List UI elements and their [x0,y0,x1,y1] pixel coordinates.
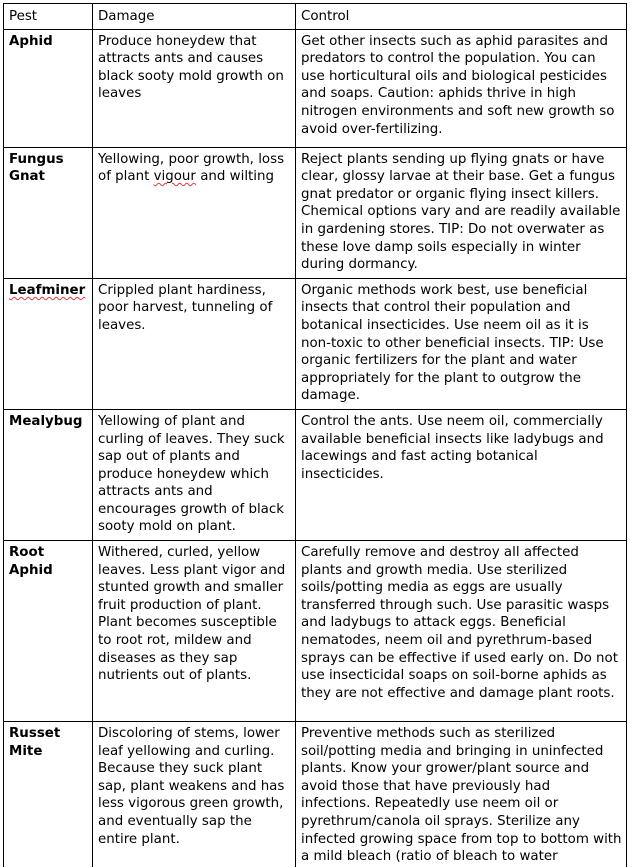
damage-cell: Withered, curled, yellow leaves. Less plant vigor and stunted growth and smaller fruit production of plant. Plant becomes susceptible to root rot, mildew and diseases as they sap nutrients out of plants. [93,541,296,722]
damage-cell: Crippled plant hardiness, poor harvest, tunneling of leaves. [93,278,296,409]
table-row [4,722,627,867]
table-row [4,541,627,722]
damage-text: and wilting [195,169,274,185]
pest-control-table [3,3,627,867]
table-row [4,29,627,147]
pest-name: Root Aphid [4,541,93,722]
control-cell: Carefully remove and destroy all affected plants and growth media. Use sterilized soils/potting media as eggs are usually transferred through such. Use parasitic wasps and ladybugs to attack eggs. Beneficial nematodes, neem oil and pyrethrum-based sprays can be effective if used early on. Do not use insecticidal soaps on soil-borne aphids as they are not effective and damage plant roots. [296,541,627,722]
table-row [4,278,627,409]
header-control: Control [296,4,627,30]
pest-name: Mealybug [4,409,93,540]
spellcheck-flagged-word: vigour [153,169,196,185]
pest-name: Aphid [4,29,93,147]
damage-cell: Discoloring of stems, lower leaf yellowing and curling. Because they suck plant sap, plant weakens and has less vigorous green growth, and eventually sap the entire plant. [93,722,296,867]
damage-cell [93,147,296,278]
control-cell: Reject plants sending up flying gnats or have clear, glossy larvae at their base. Get a fungus gnat predator or organic flying insect killers. Chemical options vary and are readily available in gardening stores. TIP: Do not overwater as these love damp soils especially in winter during dormancy. [296,147,627,278]
pest-name: Russet Mite [4,722,93,867]
spellcheck-flagged-word: Leafminer [9,282,86,298]
control-cell: Organic methods work best, use beneficial insects that control their population and botanical insecticides. Use neem oil as it is non-toxic to other beneficial insects. TIP: Use organic fertilizers for the plant and water appropriately for the plant to outgrow the damage. [296,278,627,409]
control-cell: Control the ants. Use neem oil, commercially available beneficial insects like ladybugs and lacewings and fast acting botanical insecticides. [296,409,627,540]
control-cell: Get other insects such as aphid parasites and predators to control the population. You can use horticultural oils and biological pesticides and soaps. Caution: aphids thrive in high nitrogen environments and soft new growth so avoid over-fertilizing. [296,29,627,147]
damage-cell: Yellowing of plant and curling of leaves. They suck sap out of plants and produce honeydew which attracts ants and encourages growth of black sooty mold on plant. [93,409,296,540]
damage-text: Yellowing, poor growth, loss of plant [98,151,285,185]
damage-cell: Produce honeydew that attracts ants and causes black sooty mold growth on leaves [93,29,296,147]
header-pest: Pest [4,4,93,30]
control-cell: Preventive methods such as sterilized soil/potting media and bringing in uninfected plants. Know your grower/plant source and avoid those that have previously had infections. Repeatedly use neem oil or pyrethrum/canola oil sprays. Sterilize any infected growing space from top to bottom with a mild bleach (ratio of bleach to water [296,722,627,867]
table-header-row [4,4,627,30]
pest-name: Fungus Gnat [4,147,93,278]
pest-name [4,278,93,409]
table-row [4,147,627,278]
header-damage: Damage [93,4,296,30]
table-row [4,409,627,540]
